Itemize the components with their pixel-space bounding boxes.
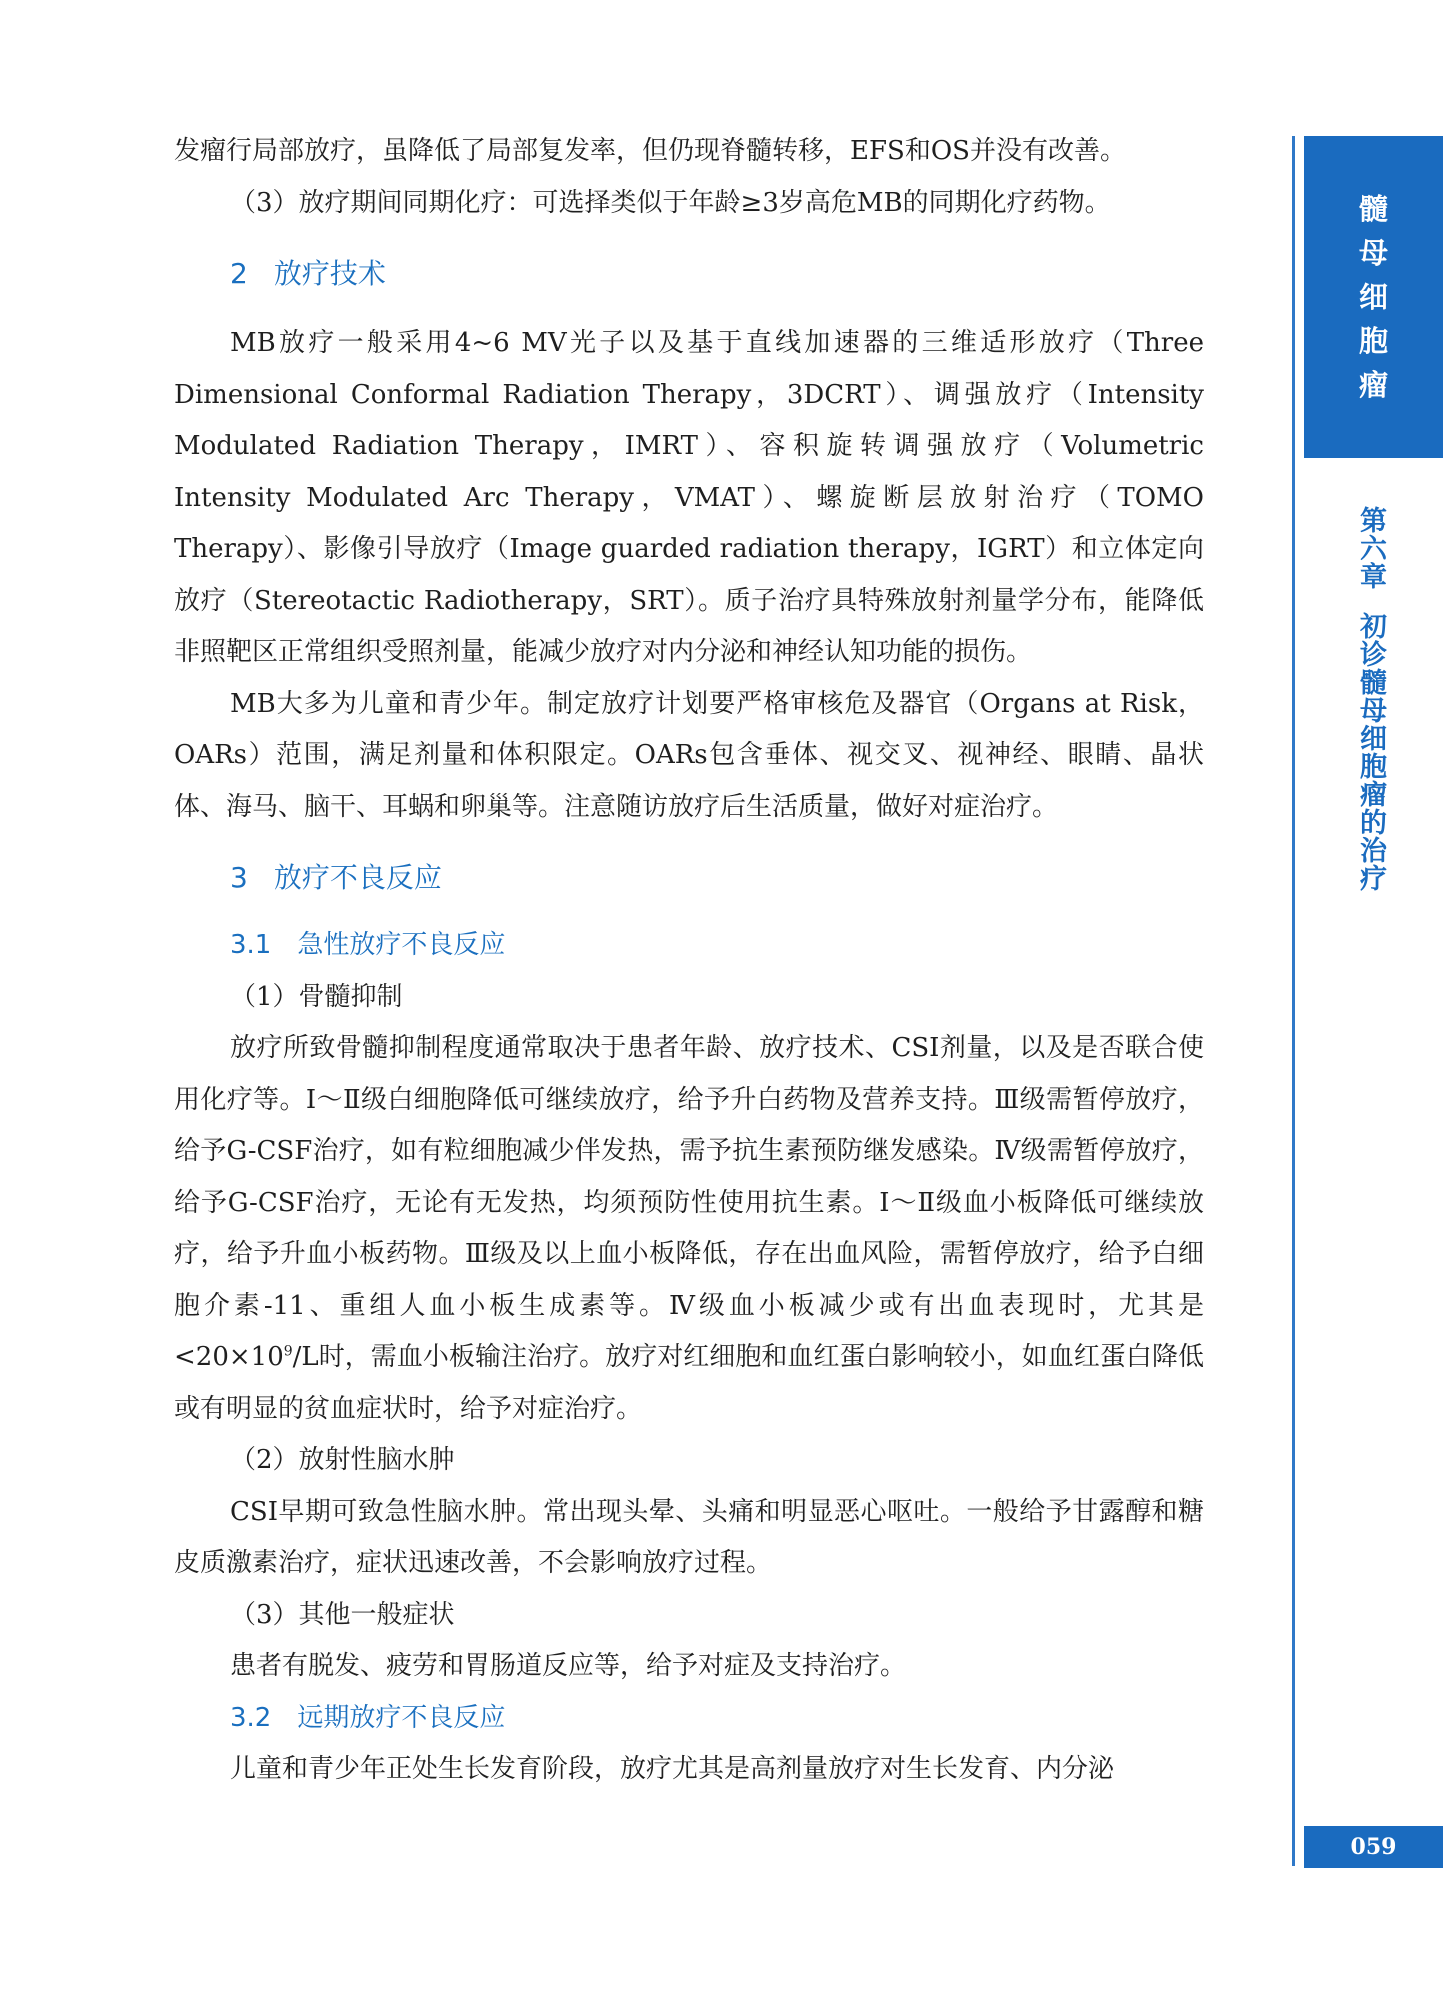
subsection-title: 急性放疗不良反应 — [297, 930, 506, 960]
chapter-char: 第 — [1360, 506, 1387, 537]
subsection-heading — [174, 920, 1204, 972]
side-tab-char: 瘤 — [1358, 368, 1388, 402]
paragraph: 发瘤行局部放疗，虽降低了局部复发率，但仍现脊髓转移，EFS和OS并没有改善。 — [174, 136, 1126, 166]
subsection-number: 3.2 — [230, 1702, 272, 1733]
paragraph: CSI早期可致急性脑水肿。常出现头晕、头痛和明显恶心呕吐。一般给予甘露醇和糖皮质激素治疗，症状迅速改善，不会影响放疗过程。 — [174, 1496, 1204, 1578]
chapter-char: 母 — [1360, 696, 1387, 727]
chapter-char: 章 — [1360, 562, 1387, 593]
main-text — [174, 126, 1204, 1796]
paragraph: 患者有脱发、疲劳和胃肠道反应等，给予对症及支持治疗。 — [230, 1651, 907, 1681]
section-heading — [174, 235, 1204, 312]
margin-rule — [1292, 136, 1295, 1866]
paragraph: 儿童和青少年正处生长发育阶段，放疗尤其是高剂量放疗对生长发育、内分泌 — [230, 1754, 1115, 1784]
section-number: 3 — [230, 861, 248, 894]
section-heading — [174, 839, 1204, 916]
chapter-char: 初 — [1360, 612, 1387, 643]
text-run: /L时，需血小板输注治疗。放疗对红细胞和血红蛋白影响较小，如血红蛋白降低或有明显的贫血症状时，给予对症治疗。 — [174, 1342, 1204, 1424]
chapter-char: 疗 — [1360, 864, 1387, 895]
paragraph: MB大多为儿童和青少年。制定放疗计划要严格审核危及器官（Organs at Risk，OARs）范围，满足剂量和体积限定。OARs包含垂体、视交叉、视神经、眼睛、晶状体、海马、脑干、耳蜗和卵巢等。注意随访放疗后生活质量，做好对症治疗。 — [174, 688, 1204, 822]
paragraph: （3）放疗期间同期化疗：可选择类似于年龄≥3岁高危MB的同期化疗药物。 — [230, 187, 1111, 218]
superscript: 9 — [283, 1343, 293, 1360]
chapter-char: 六 — [1360, 534, 1387, 565]
section-title: 放疗不良反应 — [273, 861, 442, 894]
chapter-char: 细 — [1360, 724, 1387, 755]
paragraph — [174, 1023, 1204, 1435]
sub-item-heading: （1）骨髓抑制 — [230, 981, 403, 1012]
chapter-char: 瘤 — [1360, 780, 1387, 811]
chapter-char: 诊 — [1360, 640, 1387, 671]
side-tab-char: 胞 — [1358, 324, 1388, 358]
subsection-number: 3.1 — [230, 930, 272, 960]
sub-item-heading: （2）放射性脑水肿 — [230, 1445, 455, 1475]
chapter-char: 的 — [1360, 808, 1387, 839]
subsection-title: 远期放疗不良反应 — [297, 1702, 506, 1733]
side-tab-char: 髓 — [1358, 192, 1388, 226]
side-tab-book-title — [1304, 136, 1443, 458]
text-run: 放疗所致骨髓抑制程度通常取决于患者年龄、放疗技术、CSI剂量，以及是否联合使用化疗等。Ⅰ～Ⅱ级白细胞降低可继续放疗，给予升白药物及营养支持。Ⅲ级需暂停放疗，给予G-CSF治疗，如有粒细胞减少伴发热，需予抗生素预防继发感染。Ⅳ级需暂停放疗，给予G-CSF治疗，无论有无发热，均须预防性使用抗生素。Ⅰ～Ⅱ级血小板降低可继续放疗，给予升血小板药物。Ⅲ级及以上血小板降低，存在出血风险，需暂停放疗，给予白细胞介素-11、重组人血小板生成素等。Ⅳ级血小板减少或有出血表现时，尤其是<20×10 — [174, 1033, 1204, 1372]
chapter-char: 治 — [1360, 836, 1387, 867]
page-number: 059 — [1304, 1826, 1443, 1868]
side-tab-char: 细 — [1358, 280, 1388, 314]
paragraph: MB放疗一般采用4~6 MV光子以及基于直线加速器的三维适形放疗（Three Dimensional Conformal Radiation Therapy，3DCRT）、调强放疗（Intensity Modulated Radiation Therapy，IMRT）、容积旋转调强放疗（Volumetric Intensity Modulated Arc Therapy，VMAT）、螺旋断层放射治疗（TOMO Therapy）、影像引导放疗（Image guarded radiation therapy，IGRT）和立体定向放疗（Stereotactic Radiotherapy，SRT）。质子治疗具特殊放射剂量学分布，能降低非照靶区正常组织受照剂量，能减少放疗对内分泌和神经认知功能的损伤。 — [174, 328, 1204, 667]
side-tab-char: 母 — [1358, 236, 1388, 270]
chapter-char: 胞 — [1360, 752, 1387, 783]
sub-item-heading: （3）其他一般症状 — [230, 1599, 455, 1630]
subsection-heading — [174, 1693, 1204, 1745]
section-title: 放疗技术 — [273, 257, 386, 290]
section-number: 2 — [230, 257, 248, 290]
chapter-title-vertical — [1304, 508, 1443, 894]
chapter-char: 髓 — [1360, 668, 1387, 699]
